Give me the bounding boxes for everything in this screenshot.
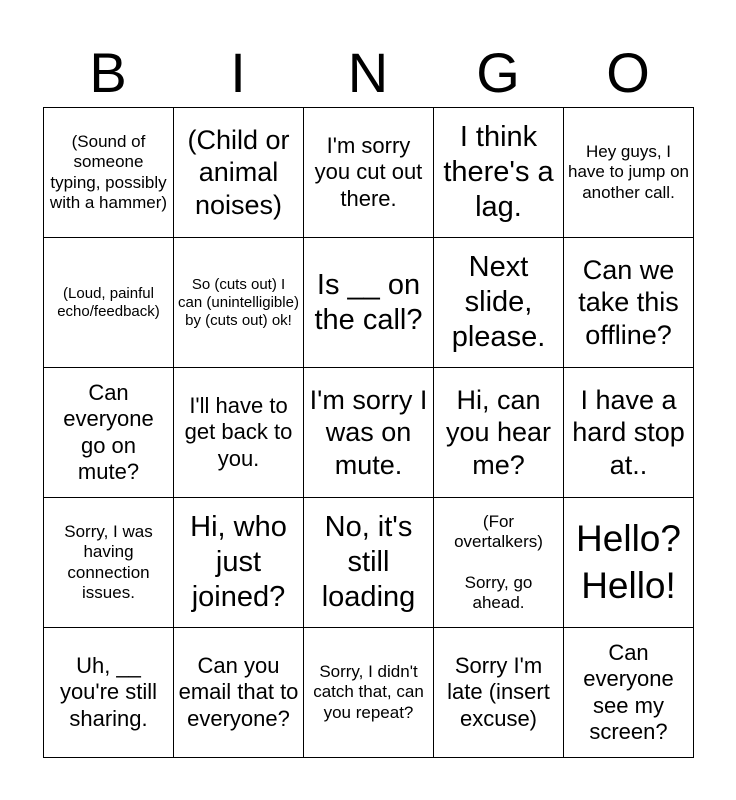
bingo-cell-r2-c0[interactable] (44, 368, 174, 498)
bingo-cell-r1-c1[interactable] (174, 238, 304, 368)
cell-text: I'll have to get back to you. (184, 392, 293, 471)
cell-text: Next slide, please. (451, 251, 546, 353)
bingo-cell-r3-c4[interactable] (564, 498, 694, 628)
header-letter-n: N (347, 41, 389, 104)
header-letter-o: O (606, 41, 650, 104)
bingo-cell-r4-c2[interactable] (304, 628, 434, 758)
bingo-cell-r3-c2[interactable] (304, 498, 434, 628)
bingo-cell-r2-c1[interactable] (174, 368, 304, 498)
cell-text: So (cuts out) I can (unintelligible) by (cuts out) ok! (178, 275, 299, 329)
header-letter-i: I (230, 41, 246, 104)
cell-text: Can everyone go on mute? (63, 379, 154, 484)
cell-text: Hi, can you hear me? (445, 384, 552, 480)
bingo-cell-r0-c2[interactable] (304, 108, 434, 238)
bingo-cell-r4-c3[interactable] (434, 628, 564, 758)
cell-text: (Child or animal noises) (187, 124, 290, 220)
bingo-cell-r0-c4[interactable] (564, 108, 694, 238)
cell-text: (Sound of someone typing, possibly with a hammer) (49, 131, 168, 212)
cell-text: Hello? Hello! (576, 518, 681, 606)
cell-text: Can you email that to everyone? (178, 652, 299, 731)
bingo-cell-r3-c3[interactable] (434, 498, 564, 628)
bingo-cell-r4-c0[interactable] (44, 628, 174, 758)
cell-text: Sorry, I didn't catch that, can you repeat? (313, 661, 424, 722)
bingo-cell-r2-c4[interactable] (564, 368, 694, 498)
bingo-cell-r4-c4[interactable] (564, 628, 694, 758)
cell-text: Hi, who just joined? (190, 511, 287, 613)
cell-text: I'm sorry you cut out there. (314, 132, 423, 211)
header-letter-b: B (89, 41, 127, 104)
bingo-cell-r0-c1[interactable] (174, 108, 304, 238)
bingo-cell-r3-c1[interactable] (174, 498, 304, 628)
header-letter-g: G (476, 41, 520, 104)
bingo-cell-r4-c1[interactable] (174, 628, 304, 758)
bingo-board (43, 107, 694, 758)
bingo-cell-r3-c0[interactable] (44, 498, 174, 628)
cell-text: I have a hard stop at.. (572, 384, 685, 480)
bingo-cell-r1-c0[interactable] (44, 238, 174, 368)
bingo-cell-r1-c2[interactable] (304, 238, 434, 368)
cell-text: Is __ on the call? (314, 268, 423, 336)
cell-text: (Loud, painful echo/feedback) (57, 284, 160, 320)
bingo-header (43, 40, 693, 106)
cell-text: I think there's a lag. (443, 121, 554, 223)
cell-text: Uh, __ you're still sharing. (59, 652, 158, 731)
bingo-cell-r1-c4[interactable] (564, 238, 694, 368)
cell-text: Can everyone see my screen? (583, 639, 674, 744)
bingo-cell-r2-c3[interactable] (434, 368, 564, 498)
cell-text: I'm sorry I was on mute. (309, 384, 428, 480)
bingo-cell-r2-c2[interactable] (304, 368, 434, 498)
cell-text: Hey guys, I have to jump on another call. (568, 141, 689, 202)
bingo-cell-r1-c3[interactable] (434, 238, 564, 368)
cell-text: Can we take this offline? (578, 254, 679, 350)
bingo-cell-r0-c3[interactable] (434, 108, 564, 238)
cell-text: No, it's still loading (321, 511, 416, 613)
cell-text: Sorry, I was having connection issues. (64, 521, 153, 602)
cell-text: (For overtalkers) Sorry, go ahead. (454, 511, 543, 613)
cell-text: Sorry I'm late (insert excuse) (447, 652, 550, 731)
bingo-cell-r0-c0[interactable] (44, 108, 174, 238)
